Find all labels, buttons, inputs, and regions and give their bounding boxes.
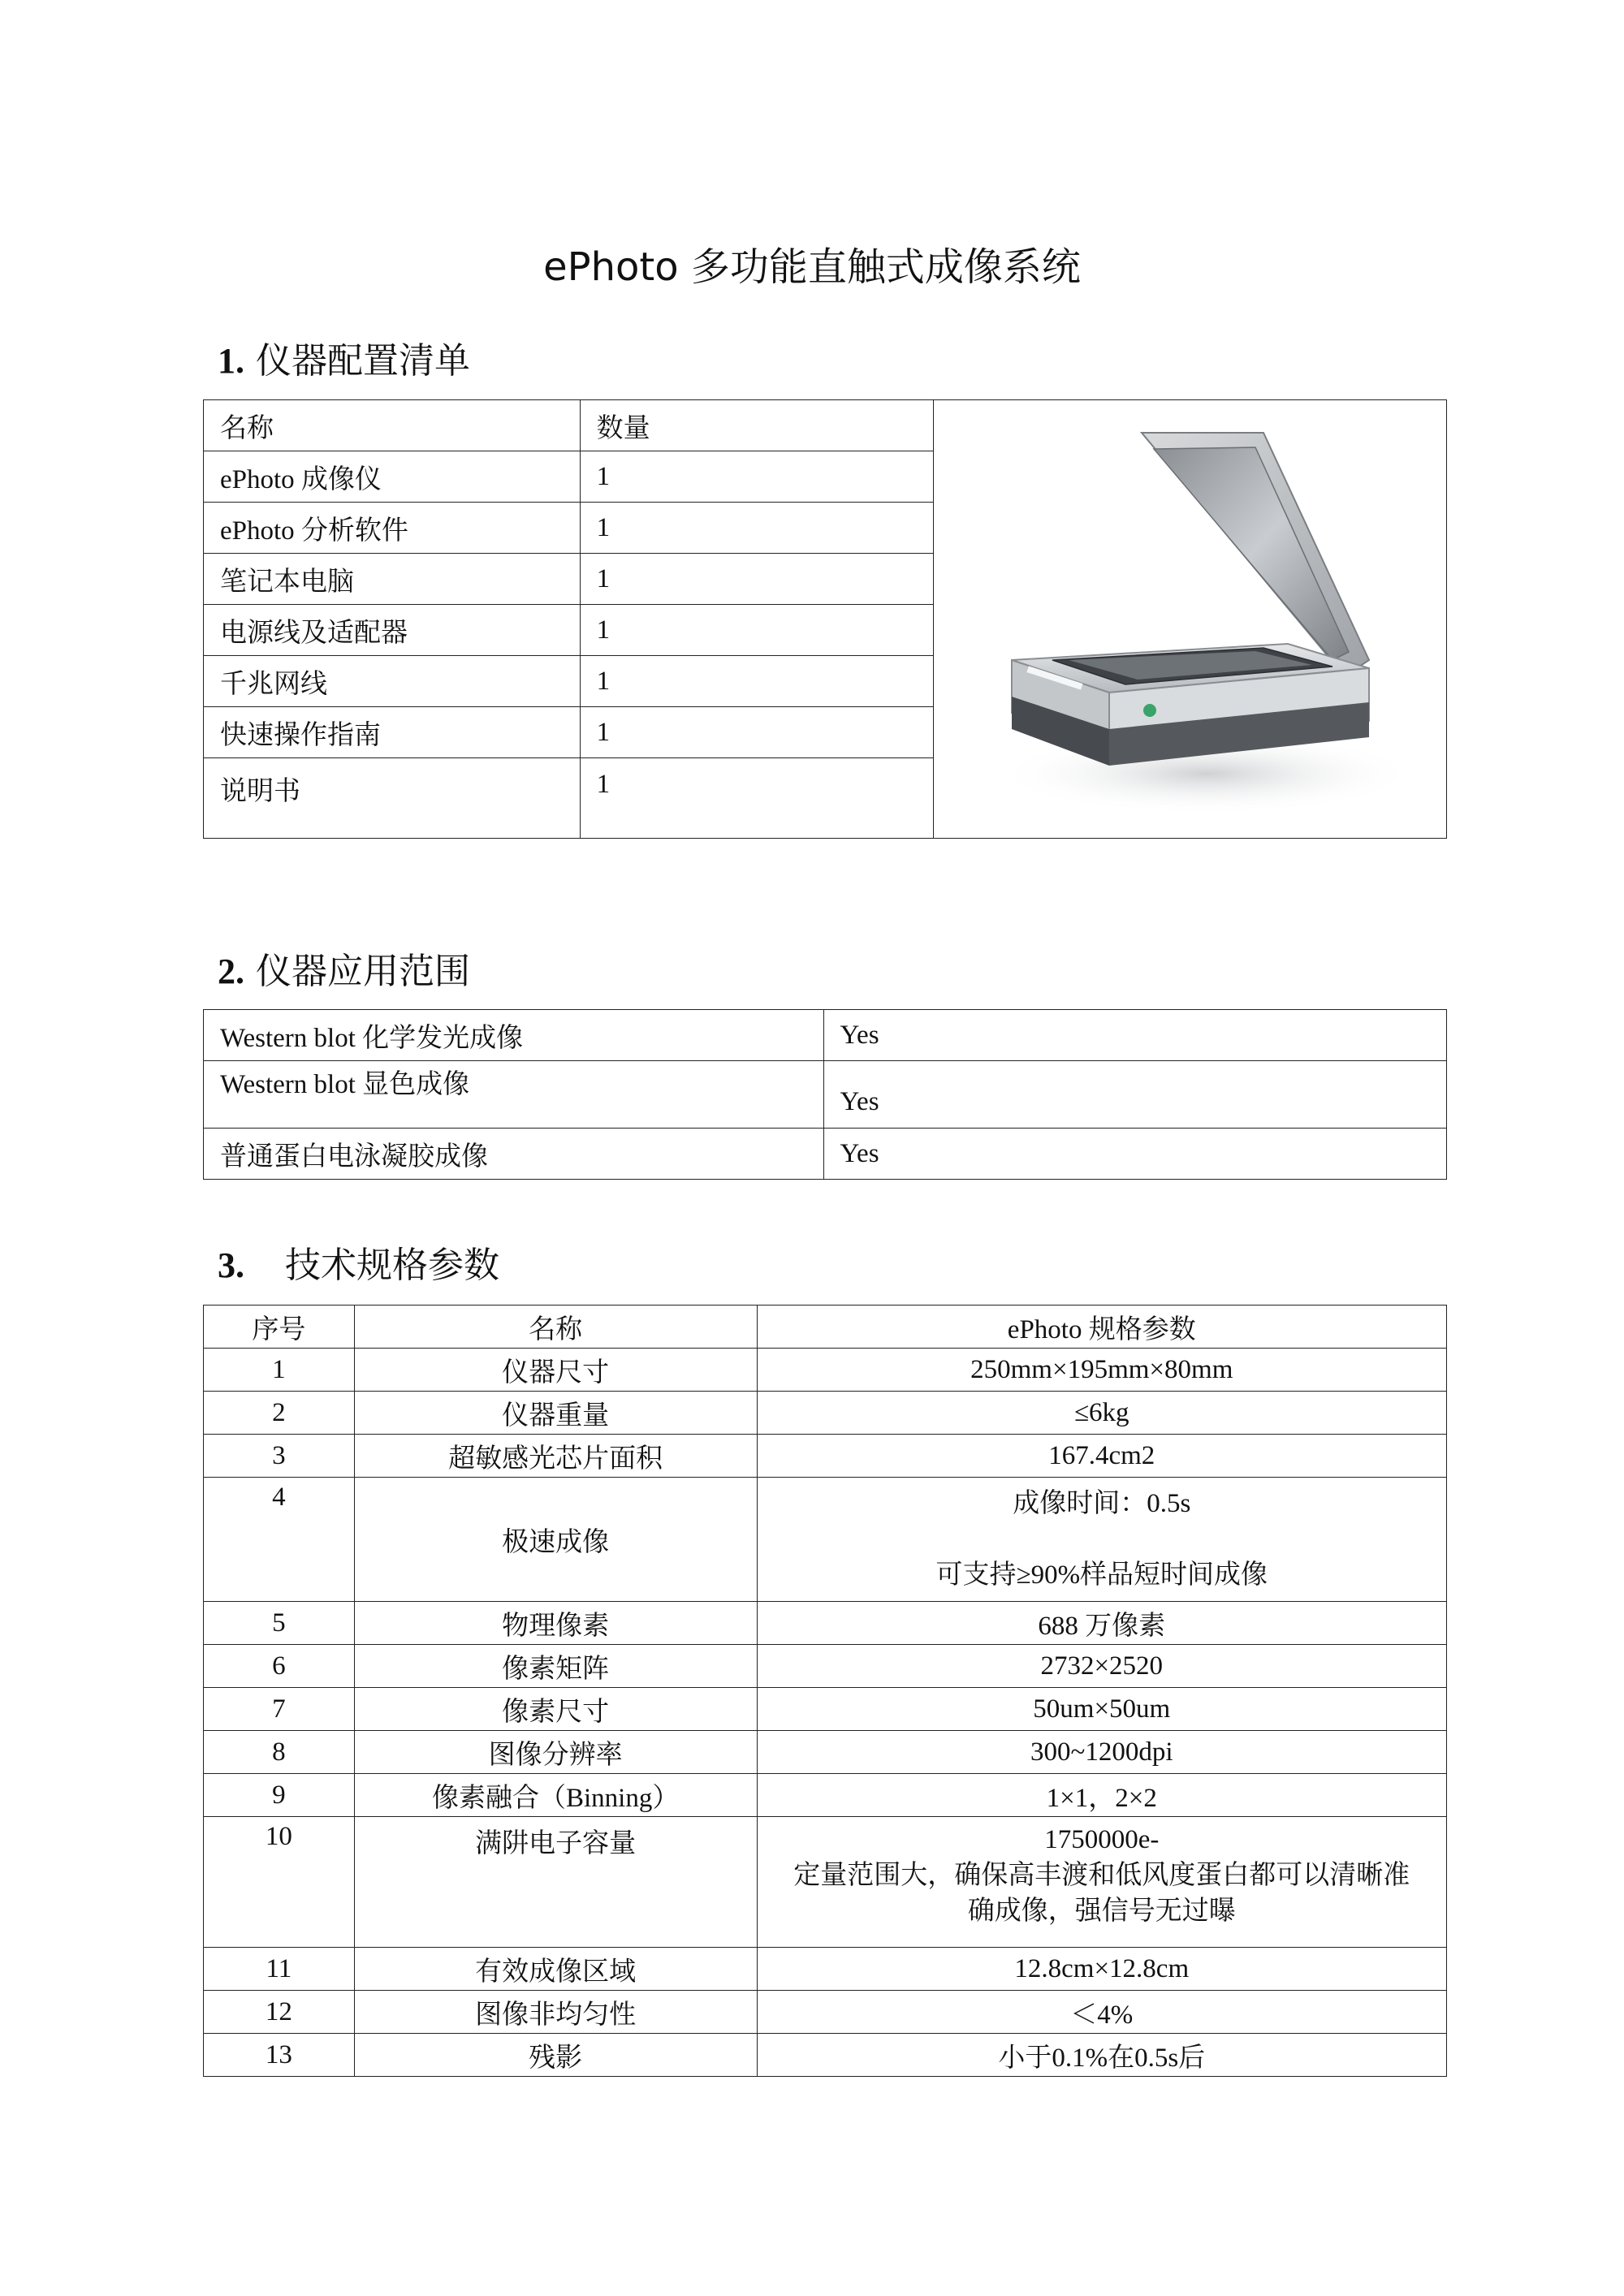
spec-value: ＜4%: [757, 1991, 1446, 2034]
header-cell: 名称: [354, 1306, 757, 1349]
spec-no: 9: [204, 1774, 355, 1817]
table-row: [204, 1392, 1447, 1435]
spec-no: 1: [204, 1349, 355, 1392]
spec-no: 6: [204, 1645, 355, 1688]
spec-name: 图像分辨率: [354, 1731, 757, 1774]
header-cell: 名称: [204, 400, 581, 451]
table-row: [204, 1991, 1447, 2034]
spec-no: 10: [204, 1817, 355, 1948]
application-table: [203, 1009, 1447, 1180]
item-name: 千兆网线: [204, 656, 581, 707]
section-heading-1: [218, 331, 470, 383]
application-name: Western blot 化学发光成像: [204, 1010, 824, 1061]
table-row: [204, 1645, 1447, 1688]
spec-value-line: 1750000e-: [1044, 1825, 1160, 1854]
spec-value: ≤6kg: [757, 1392, 1446, 1435]
spec-name: 有效成像区域: [354, 1948, 757, 1991]
spec-name: 满阱电子容量: [354, 1817, 757, 1948]
table-row: [204, 2034, 1447, 2077]
table-row: [204, 1688, 1447, 1731]
item-name: 说明书: [204, 758, 581, 839]
item-qty: 1: [580, 554, 934, 605]
spec-value: 167.4cm2: [757, 1435, 1446, 1478]
application-name: 普通蛋白电泳凝胶成像: [204, 1129, 824, 1180]
spec-no: 7: [204, 1688, 355, 1731]
application-value: Yes: [823, 1129, 1446, 1180]
application-value: Yes: [823, 1061, 1446, 1129]
spec-value: 300~1200dpi: [757, 1731, 1446, 1774]
table-row: [204, 1478, 1447, 1602]
table-row: [204, 1061, 1447, 1129]
header-cell: 序号: [204, 1306, 355, 1349]
spec-no: 5: [204, 1602, 355, 1645]
item-name: 快速操作指南: [204, 707, 581, 758]
spec-name: 仪器重量: [354, 1392, 757, 1435]
item-name: ePhoto 分析软件: [204, 503, 581, 554]
table-row: [204, 1306, 1447, 1349]
spec-value-line: 可支持≥90%样品短时间成像: [935, 1560, 1268, 1590]
spec-name: 残影: [354, 2034, 757, 2077]
document-title: ePhoto 多功能直触式成像系统: [543, 244, 1081, 290]
item-qty: 1: [580, 605, 934, 656]
section-heading-2: [218, 942, 470, 994]
spec-value: 小于0.1%在0.5s后: [757, 2034, 1446, 2077]
spec-value-line: [758, 1521, 1446, 1557]
item-qty: 1: [580, 758, 934, 839]
table-row: [204, 1817, 1447, 1948]
spec-value: [757, 1478, 1446, 1602]
product-image-cell: [934, 400, 1447, 839]
table-row: [204, 400, 1447, 451]
section-title: 仪器应用范围: [256, 951, 470, 992]
spec-table: [203, 1305, 1447, 2077]
table-row: [204, 1774, 1447, 1817]
item-qty: 1: [580, 656, 934, 707]
item-qty: 1: [580, 707, 934, 758]
table-row: [204, 1731, 1447, 1774]
item-qty: 1: [580, 503, 934, 554]
item-name: 电源线及适配器: [204, 605, 581, 656]
spec-no: 13: [204, 2034, 355, 2077]
spec-name: 仪器尺寸: [354, 1349, 757, 1392]
application-value: Yes: [823, 1010, 1446, 1061]
spec-value: 12.8cm×12.8cm: [757, 1948, 1446, 1991]
spec-value: 50um×50um: [757, 1688, 1446, 1731]
table-row: [204, 1435, 1447, 1478]
spec-no: 4: [204, 1478, 355, 1602]
section-title: 技术规格参数: [285, 1245, 499, 1286]
spec-name: 像素融合（Binning）: [354, 1774, 757, 1817]
application-name: Western blot 显色成像: [204, 1061, 824, 1129]
spec-no: 11: [204, 1948, 355, 1991]
spec-no: 3: [204, 1435, 355, 1478]
spec-value: 1×1，2×2: [757, 1774, 1446, 1817]
spec-no: 2: [204, 1392, 355, 1435]
section-number: 2.: [218, 952, 244, 991]
table-row: [204, 1010, 1447, 1061]
scanner-device-image: [963, 416, 1418, 822]
table-row: [204, 1602, 1447, 1645]
spec-value: [757, 1817, 1446, 1948]
section-heading-3: [218, 1236, 499, 1288]
config-table: [203, 399, 1447, 839]
table-row: [204, 1349, 1447, 1392]
section-number: 3.: [218, 1245, 244, 1285]
spec-value-line: 成像时间：0.5s: [1013, 1489, 1191, 1518]
item-qty: 1: [580, 451, 934, 503]
section-number: 1.: [218, 341, 244, 381]
table-row: [204, 1129, 1447, 1180]
spec-name: 像素尺寸: [354, 1688, 757, 1731]
spec-name: 物理像素: [354, 1602, 757, 1645]
spec-name: 像素矩阵: [354, 1645, 757, 1688]
item-name: 笔记本电脑: [204, 554, 581, 605]
spec-value: 2732×2520: [757, 1645, 1446, 1688]
spec-name: 极速成像: [354, 1478, 757, 1602]
spec-no: 12: [204, 1991, 355, 2034]
spec-name: 超敏感光芯片面积: [354, 1435, 757, 1478]
spec-no: 8: [204, 1731, 355, 1774]
spec-value: 250mm×195mm×80mm: [757, 1349, 1446, 1392]
spec-value: 688 万像素: [757, 1602, 1446, 1645]
section-title: 仪器配置清单: [256, 340, 470, 382]
spec-value-line: 确成像，强信号无过曝: [967, 1897, 1236, 1926]
spec-value-line: 定量范围大，确保高丰渡和低风度蛋白都可以清晰准: [793, 1861, 1410, 1890]
header-cell: ePhoto 规格参数: [757, 1306, 1446, 1349]
table-row: [204, 1948, 1447, 1991]
spec-name: 图像非均匀性: [354, 1991, 757, 2034]
item-name: ePhoto 成像仪: [204, 451, 581, 503]
header-cell: 数量: [580, 400, 934, 451]
